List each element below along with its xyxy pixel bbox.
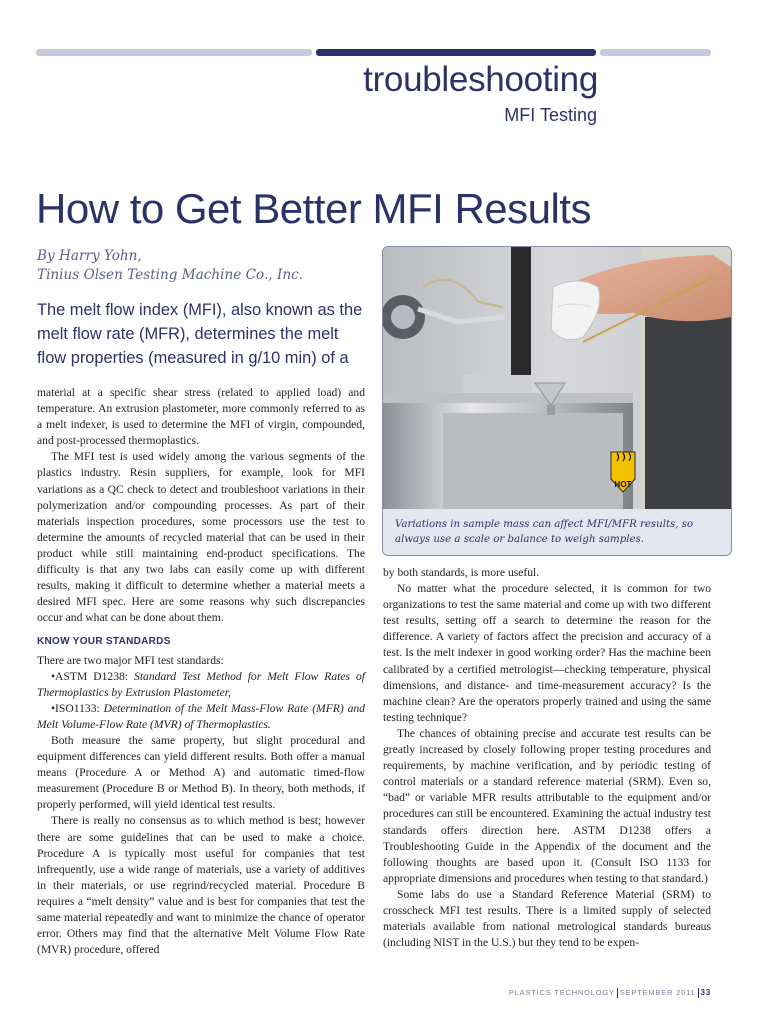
byline-author: By Harry Yohn, bbox=[37, 248, 142, 264]
bullet-title: Determination of the Melt Mass-Flow Rate (MFR) and Melt Volume-Flow Rate (MVR) of Thermoplastics. bbox=[37, 701, 365, 731]
bullet-lead: •ISO1133: bbox=[51, 701, 104, 715]
bullet-iso bbox=[37, 701, 365, 733]
photo-caption: Variations in sample mass can affect MFI/MFR results, so always use a scale or balance to weigh samples. bbox=[395, 519, 694, 545]
paragraph: by both standards, is more useful. bbox=[383, 566, 540, 579]
article-title: How to Get Better MFI Results bbox=[36, 185, 592, 232]
column-left bbox=[37, 385, 365, 958]
bullet-lead: •ASTM D1238: bbox=[51, 669, 135, 683]
paragraph: material at a specific shear stress (related to applied load) and temperature. An extrusion plastometer, more commonly referred to as a melt indexer, is used to determine the MFI of virgin, compounded, and post-processed thermoplastics. bbox=[37, 386, 365, 448]
paragraph: Some labs do use a Standard Reference Material (SRM) to crosscheck MFI test results. There is a limited supply of selected materials available from national metrological standards bureaus (including NIST in the U.S.) but they tend to be expen- bbox=[383, 887, 711, 950]
paragraph: There are two major MFI test standards: bbox=[37, 653, 224, 667]
header-rule-center bbox=[316, 49, 596, 56]
article-deck: The melt flow index (MFI), also known as the melt flow rate (MFR), determines the melt flow properties (measured in g/10 min) of a bbox=[37, 301, 363, 367]
hot-warning-label: HOT bbox=[614, 480, 632, 489]
footer-divider bbox=[617, 988, 618, 998]
footer-date: SEPTEMBER 2011 bbox=[619, 988, 696, 997]
page-number: 33 bbox=[700, 988, 711, 997]
subhead-know-your-standards: KNOW YOUR STANDARDS bbox=[37, 636, 171, 648]
section-title: troubleshooting bbox=[363, 60, 598, 99]
header-rule-right bbox=[600, 49, 711, 56]
paragraph: There is really no consensus as to which method is best; however there are some guidelines that can be used to make a choice. Procedure A is typically most useful for companies that test infrequently, use a wide range of materials, use a variety of additives in their materials, or use regrind/recycled material. Procedure B requires a “melt density” value and is best for companies that test the same material repeatedly and want to minimize the chance of operator error. Others may find that the alternative Melt Volume Flow Rate (MVR) procedure, offered bbox=[37, 814, 365, 957]
photo-figure bbox=[382, 246, 732, 556]
byline-company: Tinius Olsen Testing Machine Co., Inc. bbox=[37, 267, 304, 283]
paragraph: No matter what the procedure selected, it is common for two organizations to test the same material and come up with two different test results, setting off a search to determine the reason for the difference. A variety of factors affect the precision and accuracy of a test. Is the melt indexer in good working order? Has the machine been calibrated by a certified metrologist—checking temperature, physical dimensions, and distance- and time-measurement accuracy? Is the machine clean? Are the operators properly trained and using the same testing technique? bbox=[383, 582, 711, 724]
paragraph: The chances of obtaining precise and accurate test results can be greatly increased by closely following proper testing procedures and requirements, by machine verification, and by periodic testing of control materials or a standard reference material (SRM). Even so, “bad” or variable MFR results attributable to the equipment and/or procedures can still be encountered. Examining the actual industry test standards offers direction here. ASTM D1238 offers a Troubleshooting Guide in the Appendix of the document and the following thoughts are based upon it. (Consult ISO 1133 for appropriate dimensions and procedures when testing to that standard.) bbox=[383, 726, 711, 885]
byline bbox=[37, 247, 303, 285]
melt-indexer-photo bbox=[383, 247, 731, 509]
footer-divider bbox=[698, 988, 699, 998]
bullet-astm bbox=[37, 669, 365, 701]
page-footer bbox=[509, 988, 711, 998]
header-rule-left bbox=[36, 49, 312, 56]
paragraph: Both measure the same property, but slight procedural and equipment differences can yield different results. Both offer a manual means (Procedure A or Method A) and automatic timed-flow measurement (Procedure B or Method B). In theory, both methods, if properly performed, will yield identical test results. bbox=[37, 733, 365, 812]
bullet-title: Standard Test Method for Melt Flow Rates of Thermoplastics by Extrusion Plastometer, bbox=[37, 669, 365, 699]
footer-publication: PLASTICS TECHNOLOGY bbox=[508, 988, 615, 997]
paragraph: The MFI test is used widely among the various segments of the plastics industry. Resin suppliers, for example, look for MFI variations as a QC check to detect and troubleshoot variations in their polymerization and/or compounding processes. As part of their materials inspection procedures, some processors use the test to determine the amounts of recycled material that can be used in their product while still maintaining end-product specifications. The difficulty is that any two labs can easily come up with different results, making it difficult to determine whether a material meets a desired MFI spec. Here are some reasons why such discrepancies occur and what can be done about them. bbox=[37, 450, 365, 625]
section-subtitle: MFI Testing bbox=[504, 105, 597, 125]
column-right bbox=[383, 565, 711, 951]
